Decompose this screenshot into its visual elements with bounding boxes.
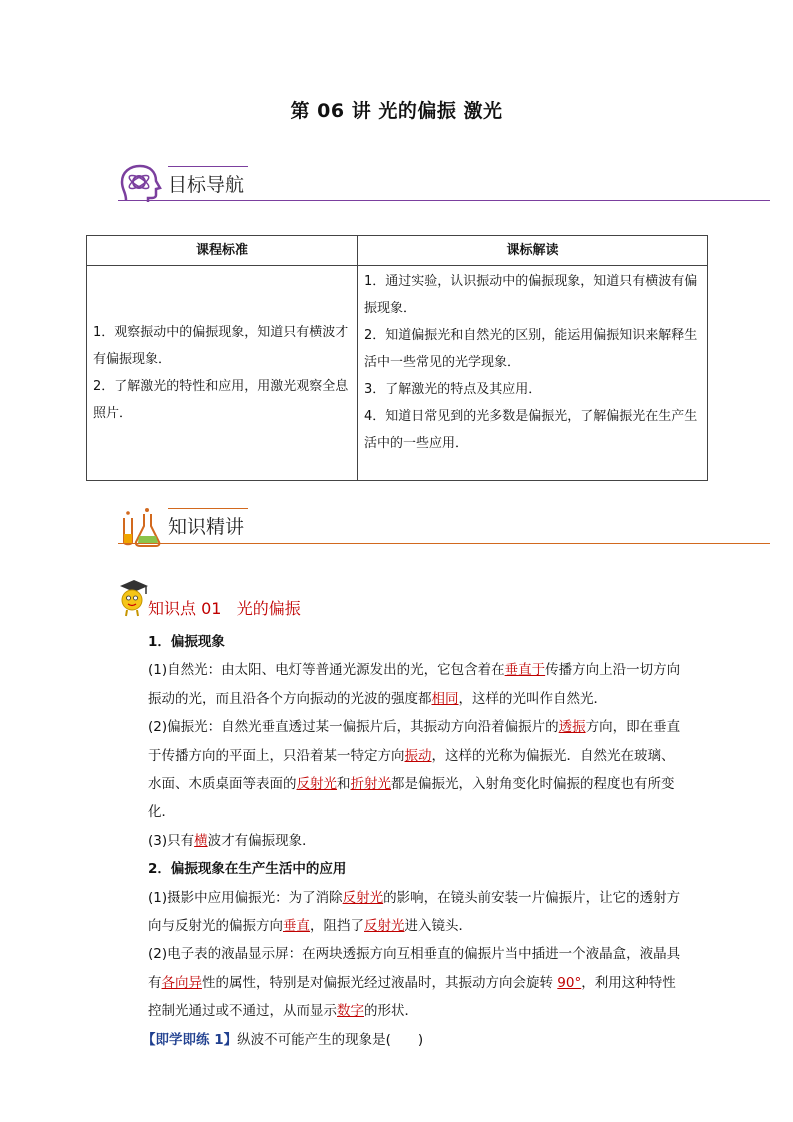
- practice-question: [122, 1026, 682, 1054]
- interpretation-item: 1．通过实验，认识振动中的偏振现象，知道只有横波有偏振现象．: [364, 274, 698, 316]
- paragraph: (2)偏振光：自然光垂直透过某一偏振片后，其振动方向沿着偏振片的透振方向，即在垂直于传播方向的平面上，只沿着某一特定方向振动，这样的光称为偏振光．自然光在玻璃、水面、木质桌面等表面的反射光和折射光都是偏振光，入射角变化时偏振的程度也有所变化．: [148, 719, 681, 821]
- knowledge-point-name: 光的偏振: [236, 599, 301, 618]
- paragraph: (2)电子表的液晶显示屏：在两块透振方向互相垂直的偏振片当中插进一个液晶盒，液晶具有各向异性的属性，特别是对偏振光经过液晶时，其振动方向会旋转 90°，利用这种特性控制光通过或不通过，从而显示数字的形状．: [148, 946, 681, 1020]
- key-term: 反射光: [296, 776, 337, 793]
- flask-icon: [118, 504, 162, 548]
- paragraph: (1)摄影中应用偏振光：为了消除反射光的影响，在镜头前安装一片偏振片，让它的透射方向与反射光的偏振方向垂直，阻挡了反射光进入镜头．: [148, 889, 681, 935]
- section-heading-text: 知识精讲: [168, 516, 245, 538]
- key-term: 折射光: [350, 776, 391, 793]
- key-term: 数字: [337, 1003, 364, 1020]
- interpretation-item: 3．了解激光的特点及其应用．: [364, 382, 542, 397]
- paragraph: (1)自然光：由太阳、电灯等普通光源发出的光，它包含着在垂直于传播方向上沿一切方向振动的光，而且沿各个方向振动的光波的强度都相同，这样的光叫作自然光．: [148, 662, 681, 707]
- table-cell-standard: [87, 266, 358, 481]
- key-term: 反射光: [342, 889, 384, 906]
- table-header-interpretation: 课标解读: [358, 236, 708, 266]
- standard-item: 1．观察振动中的偏振现象，知道只有横波才有偏振现象．: [93, 325, 349, 367]
- curriculum-table: [86, 235, 708, 481]
- section-heading-knowledge: [118, 502, 770, 548]
- interpretation-item: 2．知道偏振光和自然光的区别，能运用偏振知识来解释生活中一些常见的光学现象．: [364, 328, 698, 370]
- key-term: 反射光: [364, 918, 405, 935]
- key-term: 各向异: [161, 974, 202, 991]
- lesson-content: [122, 628, 682, 1054]
- section-heading-text: 目标导航: [168, 174, 245, 196]
- table-cell-interpretation: [358, 266, 708, 481]
- table-header-standard: 课程标准: [87, 236, 358, 266]
- knowledge-point-label: 知识点 01: [148, 599, 222, 618]
- page-title: 第 06 讲 光的偏振 激光: [290, 100, 503, 122]
- key-term: 90°: [557, 974, 582, 991]
- practice-text: 纵波不可能产生的现象是( ): [237, 1031, 424, 1048]
- section-heading-goals: [118, 160, 770, 206]
- paragraph: (3)只有横波才有偏振现象．: [148, 832, 316, 849]
- subheading: 1．偏振现象: [148, 634, 225, 650]
- key-term: 垂直于: [504, 662, 546, 679]
- graduate-mascot-icon: [116, 578, 152, 618]
- standard-item: 2．了解激光的特性和应用，用激光观察全息照片．: [93, 379, 349, 421]
- key-term: 垂直: [283, 918, 310, 935]
- interpretation-item: 4．知道日常见到的光多数是偏振光，了解偏振光在生产生活中的一些应用．: [364, 409, 698, 451]
- key-term: 相同: [431, 690, 459, 707]
- practice-tag: 【即学即练 1】: [142, 1031, 238, 1048]
- subheading: 2．偏振现象在生产生活中的应用: [148, 861, 347, 878]
- key-term: 振动: [404, 747, 432, 764]
- key-term: 横: [194, 832, 208, 849]
- key-term: 透振: [558, 719, 586, 736]
